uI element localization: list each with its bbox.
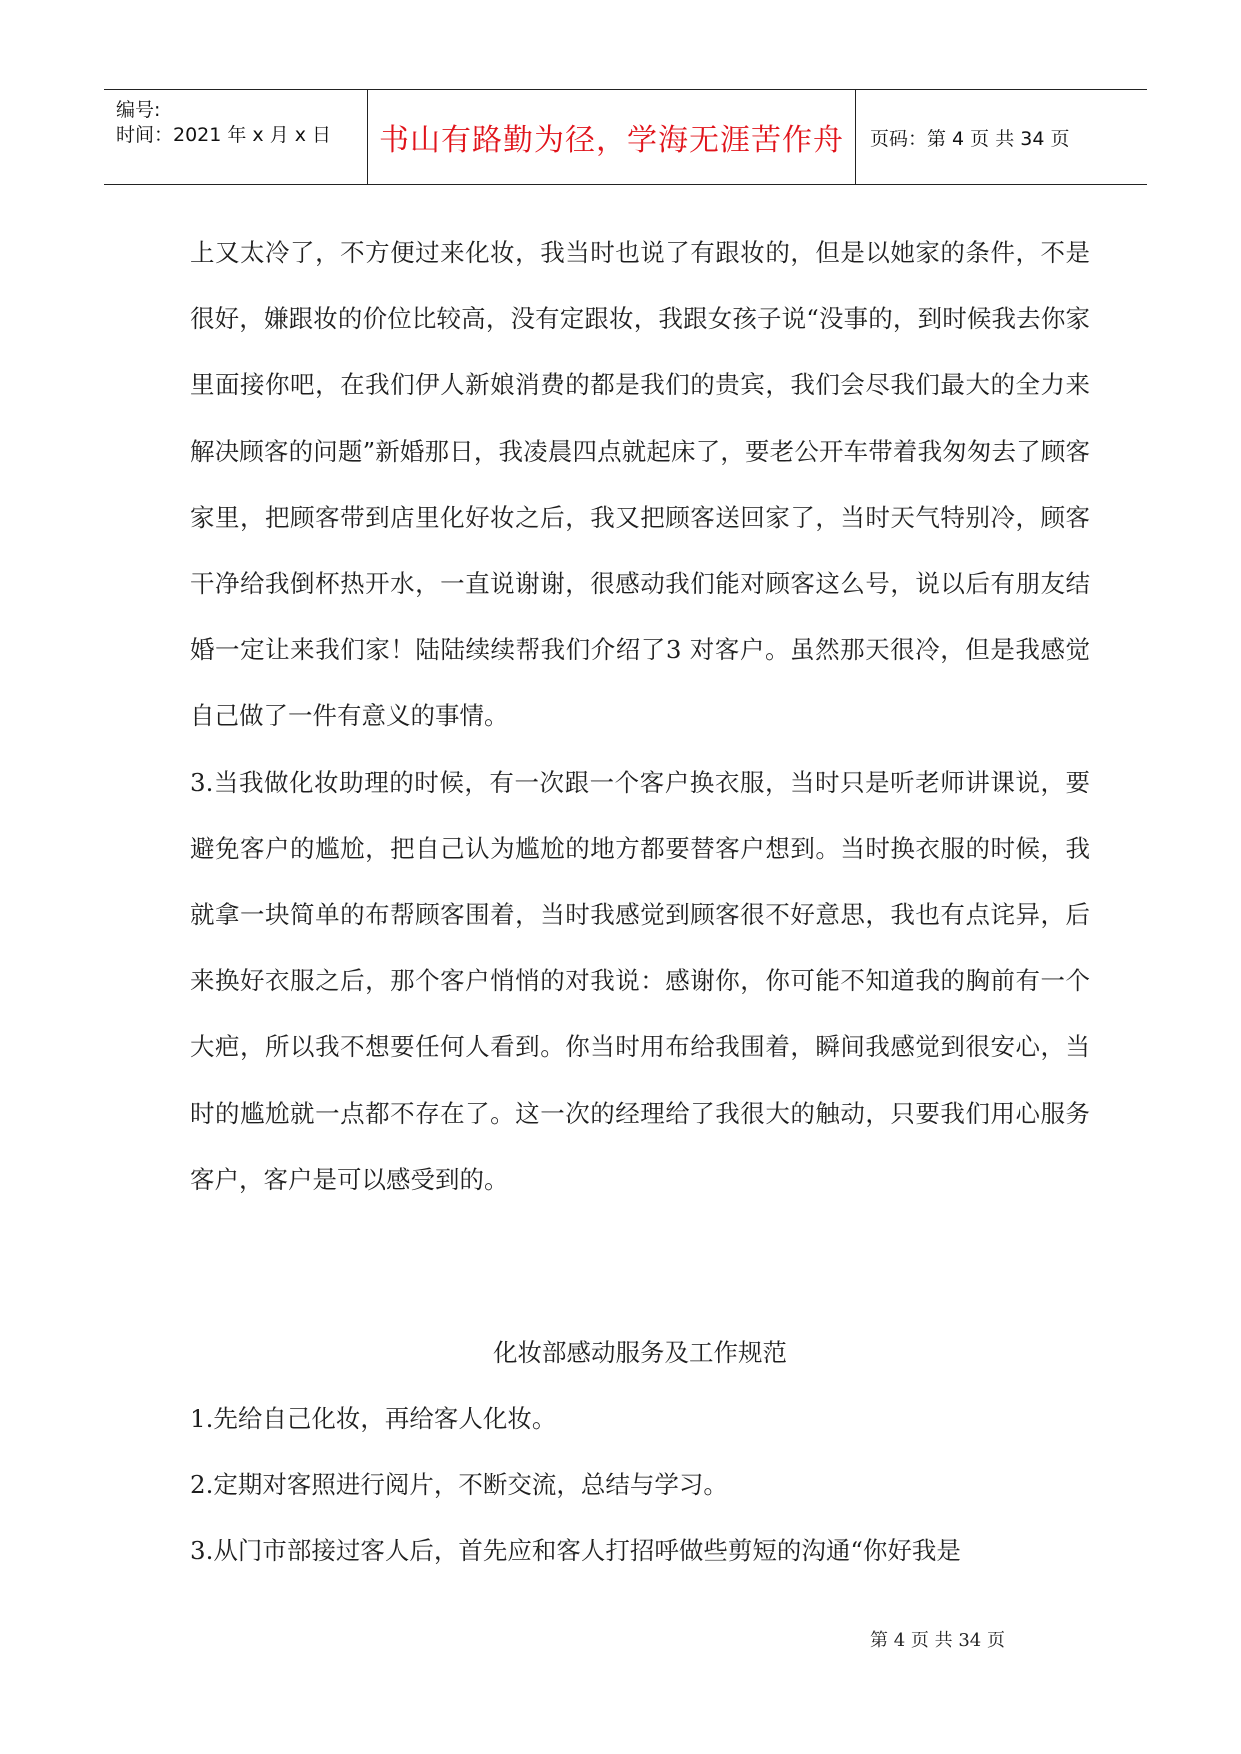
page-header bbox=[104, 89, 1147, 185]
header-page-code: 页码：第 4 页 共 34 页 bbox=[870, 127, 1070, 150]
page-footer: 第 4 页 共 34 页 bbox=[870, 1630, 1005, 1651]
header-page-cell bbox=[856, 90, 1147, 184]
header-motto-cell bbox=[367, 90, 856, 184]
header-meta-cell bbox=[104, 90, 367, 184]
document-number-label: 编号: bbox=[116, 99, 161, 121]
body-content bbox=[190, 220, 1090, 1213]
header-motto: 书山有路勤为径，学海无涯苦作舟 bbox=[379, 123, 844, 158]
rules-list bbox=[190, 1386, 1090, 1584]
document-time: 时间：2021 年 x 月 x 日 bbox=[116, 124, 332, 146]
body-paragraph: 3.当我做化妆助理的时候，有一次跟一个客户换衣服，当时只是听老师讲课说，要避免客户的尴尬，把自己认为尴尬的地方都要替客户想到。当时换衣服的时候，我就拿一块简单的布帮顾客围着，当时我感觉到顾客很不好意思，我也有点诧异，后来换好衣服之后，那个客户悄悄的对我说：感谢你，你可能不知道我的胸前有一个大疤，所以我不想要任何人看到。你当时用布给我围着，瞬间我感觉到很安心，当时的尴尬就一点都不存在了。这一次的经理给了我很大的触动，只要我们用心服务客户，客户是可以感受到的。 bbox=[190, 767, 1090, 1194]
rule-item: 1.先给自己化妆，再给客人化妆。 bbox=[190, 1404, 557, 1433]
body-paragraph: 上又太冷了，不方便过来化妆，我当时也说了有跟妆的，但是以她家的条件，不是很好，嫌跟妆的价位比较高，没有定跟妆，我跟女孩子说“没事的，到时候我去你家里面接你吧，在我们伊人新娘消费的都是我们的贵宾，我们会尽我们最大的全力来解决顾客的问题”新婚那日，我凌晨四点就起床了，要老公开车带着我匆匆去了顾客家里，把顾客带到店里化好妆之后，我又把顾客送回家了，当时天气特别冷，顾客干净给我倒杯热开水，一直说谢谢，很感动我们能对顾客这么号，说以后有朋友结婚一定让来我们家！陆陆续续帮我们介绍了3 对客户。虽然那天很冷，但是我感觉自己做了一件有意义的事情。 bbox=[190, 238, 1090, 731]
rule-item: 3.从门市部接过客人后，首先应和客人打招呼做些剪短的沟通“你好我是 bbox=[190, 1536, 961, 1565]
rule-item: 2.定期对客照进行阅片，不断交流，总结与学习。 bbox=[190, 1470, 728, 1499]
section-title: 化妆部感动服务及工作规范 bbox=[493, 1338, 787, 1367]
